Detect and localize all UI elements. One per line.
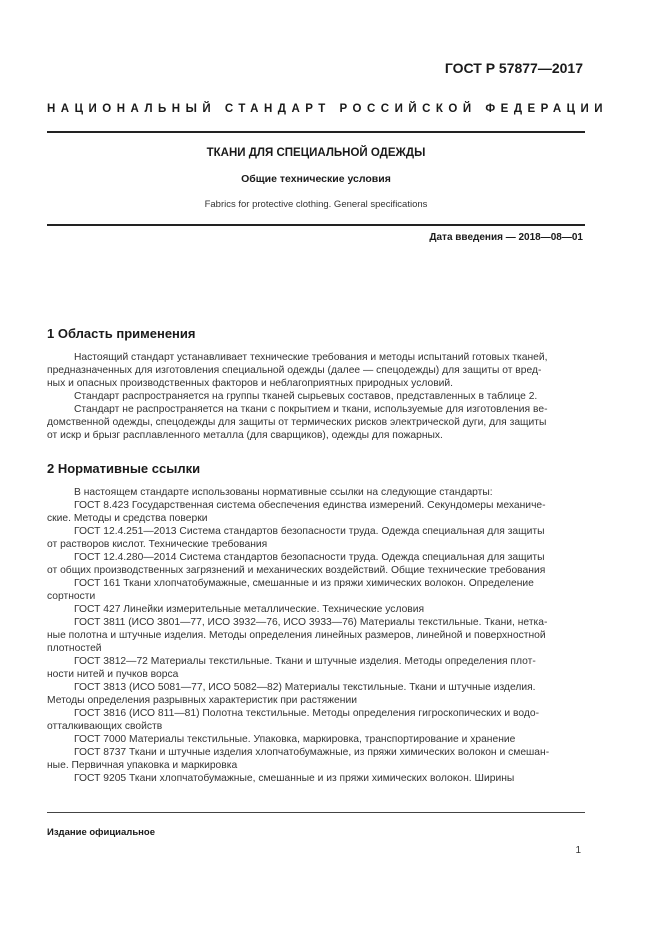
reference-line: ГОСТ 3812—72 Материалы текстильные. Ткани и штучные изделия. Методы определения плот- (74, 656, 536, 667)
reference-line: ГОСТ 12.4.251—2013 Система стандартов безопасности труда. Одежда специальная для защиты (74, 526, 545, 537)
reference-line: В настоящем стандарте использованы нормативные ссылки на следующие стандарты: (74, 487, 493, 498)
paragraph-line: ных и опасных производственных факторов и неблагоприятных природных условий. (47, 378, 454, 389)
reference-line: ГОСТ 3811 (ИСО 3801—77, ИСО 3932—76, ИСО 3933—76) Материалы текстильные. Ткани, нетка- (74, 617, 548, 628)
reference-line: ности нитей и пучков ворса (47, 669, 179, 680)
reference-line: ГОСТ 3813 (ИСО 5081—77, ИСО 5082—82) Материалы текстильные. Ткани и штучные изделия. (74, 682, 536, 693)
paragraph-line: Стандарт распространяется на группы тканей сырьевых составов, представленных в таблице 2. (74, 391, 538, 402)
reference-line: ГОСТ 8.423 Государственная система обеспечения единства измерений. Секундомеры механиче- (74, 500, 546, 511)
reference-line: отталкивающих свойств (47, 721, 163, 732)
reference-line: ГОСТ 7000 Материалы текстильные. Упаковка, маркировка, транспортирование и хранение (74, 734, 516, 745)
reference-line: ГОСТ 427 Линейки измерительные металлические. Технические условия (74, 604, 425, 615)
official-edition-label: Издание официальное (47, 827, 155, 838)
reference-line: ГОСТ 9205 Ткани хлопчатобумажные, смешанные и из пряжи химических волокон. Ширины (74, 773, 515, 784)
top-divider (47, 131, 585, 133)
national-standard-banner: НАЦИОНАЛЬНЫЙ СТАНДАРТ РОССИЙСКОЙ ФЕДЕРАЦИИ (47, 103, 609, 115)
reference-line: ГОСТ 8737 Ткани и штучные изделия хлопчатобумажные, из пряжи химических волокон и смешан- (74, 747, 550, 758)
paragraph-line: от искр и брызг расплавленного металла (для сварщиков), одежды для пожарных. (47, 430, 443, 441)
reference-line: ские. Методы и средства поверки (47, 513, 208, 524)
reference-line: от растворов кислот. Технические требования (47, 539, 268, 550)
section-2-body (47, 486, 585, 785)
english-title: Fabrics for protective clothing. General specifications (204, 199, 428, 210)
paragraph-line: Настоящий стандарт устанавливает технические требования и методы испытаний готовых тканей, (74, 352, 548, 363)
reference-line: сортности (47, 591, 96, 602)
introduction-date: Дата введения — 2018—08—01 (429, 232, 583, 243)
section-1-heading: 1 Область применения (47, 326, 196, 341)
document-title: ТКАНИ ДЛЯ СПЕЦИАЛЬНОЙ ОДЕЖДЫ (206, 147, 426, 159)
reference-line: ГОСТ 161 Ткани хлопчатобумажные, смешанные и из пряжи химических волокон. Определение (74, 578, 534, 589)
reference-line: ные. Первичная упаковка и маркировка (47, 760, 238, 771)
document-code: ГОСТ Р 57877—2017 (444, 60, 583, 76)
section-2-heading: 2 Нормативные ссылки (47, 461, 201, 476)
paragraph-line: домственной одежды, спецодежды для защиты от термических рисков электрической дуги, для защиты (47, 417, 547, 428)
document-subtitle: Общие технические условия (241, 173, 391, 185)
reference-line: от общих производственных загрязнений и механических воздействий. Общие технические требования (47, 565, 546, 576)
title-divider (47, 224, 585, 226)
section-1-body (47, 351, 585, 442)
page-number: 1 (575, 845, 581, 856)
reference-line: плотностей (47, 643, 102, 654)
reference-line: ГОСТ 12.4.280—2014 Система стандартов безопасности труда. Одежда специальная для защиты (74, 552, 545, 563)
reference-line: Методы определения разрывных характеристик при растяжении (47, 695, 357, 706)
paragraph-line: предназначенных для изготовления специальной одежды (далее — спецодежды) для защиты от вред- (47, 365, 542, 376)
reference-line: ГОСТ 3816 (ИСО 811—81) Полотна текстильные. Методы определения гигроскопических и водо- (74, 708, 540, 719)
footer-divider (47, 812, 585, 813)
paragraph-line: Стандарт не распространяется на ткани с покрытием и ткани, используемые для изготовления ве- (74, 404, 548, 415)
reference-line: ные полотна и штучные изделия. Методы определения линейных размеров, линейной и поверхностной (47, 630, 546, 641)
